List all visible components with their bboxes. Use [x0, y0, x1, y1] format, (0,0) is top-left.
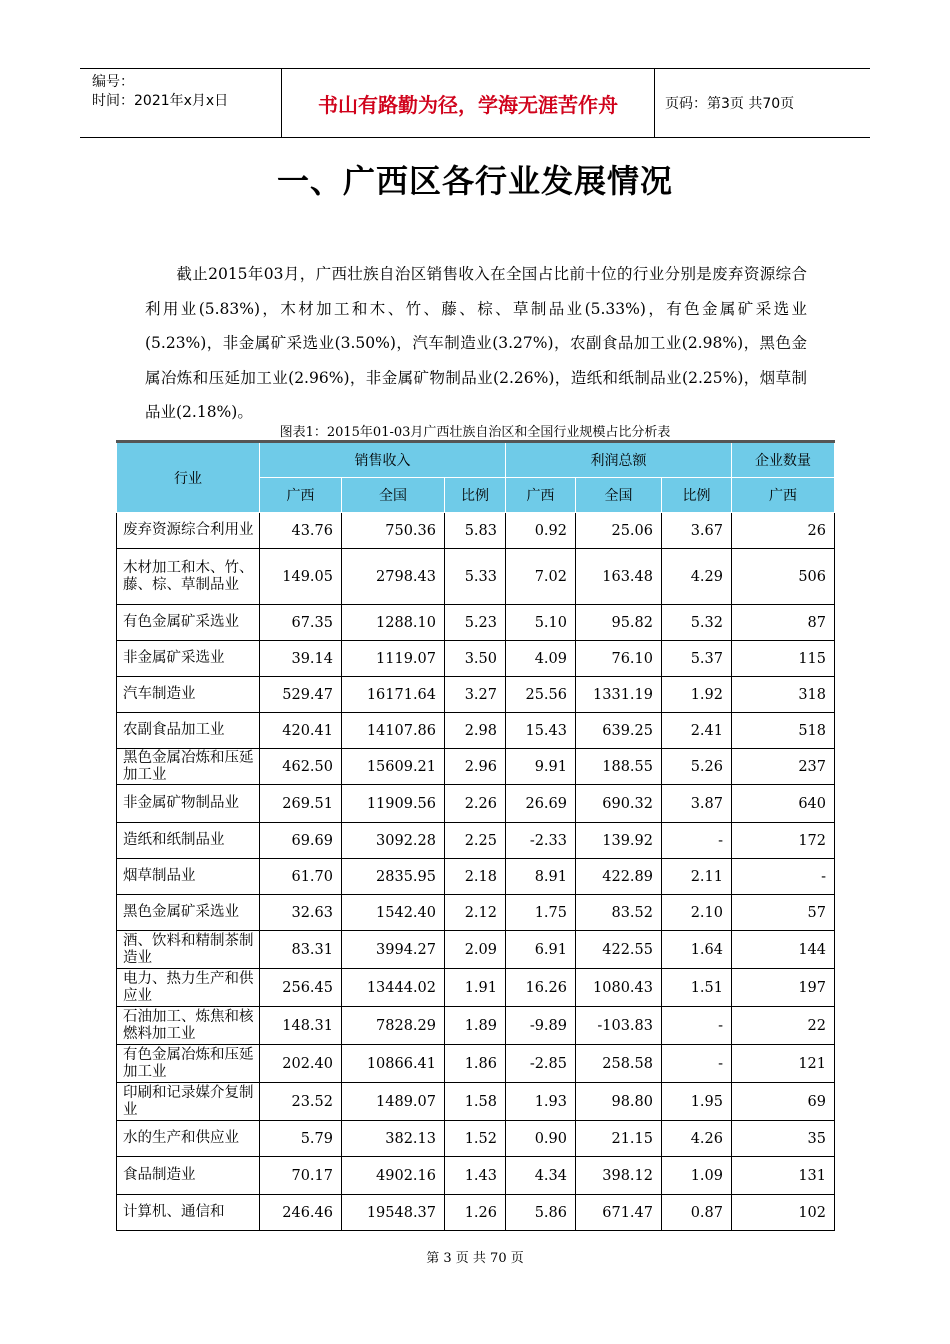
- value-cell: 3994.27: [342, 931, 445, 969]
- industry-cell: 印刷和记录媒介复制业: [117, 1083, 260, 1121]
- value-cell: 1.93: [506, 1083, 576, 1121]
- value-cell: 4.26: [662, 1121, 732, 1157]
- page-footer: 第 3 页 共 70 页: [426, 1251, 524, 1266]
- value-cell: 1.64: [662, 931, 732, 969]
- value-cell: 6.91: [506, 931, 576, 969]
- value-cell: 131: [732, 1157, 835, 1195]
- industry-cell: 有色金属冶炼和压延加工业: [117, 1045, 260, 1083]
- header-motto: 书山有路勤为径，学海无涯苦作舟: [282, 69, 655, 137]
- table-row: [117, 605, 835, 641]
- value-cell: 750.36: [342, 513, 445, 549]
- value-cell: 640: [732, 785, 835, 823]
- industry-cell: 水的生产和供应业: [117, 1121, 260, 1157]
- value-cell: 5.79: [260, 1121, 342, 1157]
- col-industry: 行业: [117, 442, 260, 513]
- table-row: [117, 513, 835, 549]
- value-cell: 246.46: [260, 1195, 342, 1231]
- value-cell: 76.10: [576, 641, 662, 677]
- value-cell: 26: [732, 513, 835, 549]
- col-profit-guangxi: 广西: [506, 478, 576, 513]
- value-cell: 35: [732, 1121, 835, 1157]
- industry-cell: 非金属矿采选业: [117, 641, 260, 677]
- value-cell: 1.89: [445, 1007, 506, 1045]
- value-cell: 256.45: [260, 969, 342, 1007]
- value-cell: 671.47: [576, 1195, 662, 1231]
- table-row: [117, 677, 835, 713]
- value-cell: 5.83: [445, 513, 506, 549]
- table-row: [117, 1007, 835, 1045]
- value-cell: 144: [732, 931, 835, 969]
- value-cell: 3.87: [662, 785, 732, 823]
- value-cell: 5.86: [506, 1195, 576, 1231]
- value-cell: 163.48: [576, 549, 662, 605]
- value-cell: 197: [732, 969, 835, 1007]
- value-cell: 95.82: [576, 605, 662, 641]
- value-cell: 61.70: [260, 859, 342, 895]
- col-sales-ratio: 比例: [445, 478, 506, 513]
- value-cell: -2.33: [506, 823, 576, 859]
- value-cell: 148.31: [260, 1007, 342, 1045]
- value-cell: 25.56: [506, 677, 576, 713]
- col-enterprises: 企业数量: [732, 442, 835, 478]
- value-cell: 1489.07: [342, 1083, 445, 1121]
- intro-paragraph: [145, 257, 807, 430]
- value-cell: 506: [732, 549, 835, 605]
- value-cell: 1331.19: [576, 677, 662, 713]
- value-cell: 23.52: [260, 1083, 342, 1121]
- value-cell: 0.92: [506, 513, 576, 549]
- value-cell: 4902.16: [342, 1157, 445, 1195]
- value-cell: 2.10: [662, 895, 732, 931]
- value-cell: 382.13: [342, 1121, 445, 1157]
- table-row: [117, 1195, 835, 1231]
- value-cell: 7.02: [506, 549, 576, 605]
- value-cell: 3092.28: [342, 823, 445, 859]
- value-cell: 67.35: [260, 605, 342, 641]
- value-cell: 9.91: [506, 749, 576, 785]
- doc-date: 时间：2021年x月x日: [92, 93, 229, 109]
- table-row: [117, 969, 835, 1007]
- value-cell: 2835.95: [342, 859, 445, 895]
- value-cell: 1.91: [445, 969, 506, 1007]
- table-row: [117, 1045, 835, 1083]
- value-cell: 202.40: [260, 1045, 342, 1083]
- value-cell: 1.52: [445, 1121, 506, 1157]
- value-cell: 83.31: [260, 931, 342, 969]
- value-cell: 5.10: [506, 605, 576, 641]
- value-cell: 2.09: [445, 931, 506, 969]
- value-cell: 269.51: [260, 785, 342, 823]
- value-cell: 1542.40: [342, 895, 445, 931]
- value-cell: 2.12: [445, 895, 506, 931]
- table-caption: 图表1：2015年01-03月广西壮族自治区和全国行业规模占比分析表: [279, 425, 671, 440]
- value-cell: 5.33: [445, 549, 506, 605]
- value-cell: 4.34: [506, 1157, 576, 1195]
- table-row: [117, 749, 835, 785]
- value-cell: 43.76: [260, 513, 342, 549]
- value-cell: 39.14: [260, 641, 342, 677]
- value-cell: 2.11: [662, 859, 732, 895]
- value-cell: 15609.21: [342, 749, 445, 785]
- value-cell: 69: [732, 1083, 835, 1121]
- value-cell: 420.41: [260, 713, 342, 749]
- value-cell: 462.50: [260, 749, 342, 785]
- industry-cell: 石油加工、炼焦和核燃料加工业: [117, 1007, 260, 1045]
- value-cell: 5.37: [662, 641, 732, 677]
- value-cell: 172: [732, 823, 835, 859]
- value-cell: 639.25: [576, 713, 662, 749]
- industry-table: [116, 440, 834, 1231]
- industry-cell: 酒、饮料和精制茶制造业: [117, 931, 260, 969]
- col-sales-national: 全国: [342, 478, 445, 513]
- table-row: [117, 641, 835, 677]
- value-cell: 4.29: [662, 549, 732, 605]
- table-row: [117, 931, 835, 969]
- value-cell: 69.69: [260, 823, 342, 859]
- value-cell: 1.86: [445, 1045, 506, 1083]
- col-profit-ratio: 比例: [662, 478, 732, 513]
- value-cell: 1080.43: [576, 969, 662, 1007]
- table-row: [117, 549, 835, 605]
- value-cell: -: [662, 823, 732, 859]
- value-cell: 2.41: [662, 713, 732, 749]
- table-body: [117, 513, 835, 1231]
- value-cell: 0.87: [662, 1195, 732, 1231]
- industry-cell: 黑色金属冶炼和压延加工业: [117, 749, 260, 785]
- table-row: [117, 1083, 835, 1121]
- value-cell: 2.25: [445, 823, 506, 859]
- value-cell: 2.96: [445, 749, 506, 785]
- industry-cell: 食品制造业: [117, 1157, 260, 1195]
- value-cell: 115: [732, 641, 835, 677]
- industry-cell: 计算机、通信和: [117, 1195, 260, 1231]
- industry-cell: 造纸和纸制品业: [117, 823, 260, 859]
- value-cell: 0.90: [506, 1121, 576, 1157]
- value-cell: 5.26: [662, 749, 732, 785]
- value-cell: 83.52: [576, 895, 662, 931]
- value-cell: 1.09: [662, 1157, 732, 1195]
- value-cell: 1.92: [662, 677, 732, 713]
- value-cell: 1288.10: [342, 605, 445, 641]
- value-cell: 22: [732, 1007, 835, 1045]
- value-cell: 5.23: [445, 605, 506, 641]
- value-cell: 2.98: [445, 713, 506, 749]
- value-cell: 422.55: [576, 931, 662, 969]
- value-cell: -: [732, 859, 835, 895]
- table-row: [117, 1121, 835, 1157]
- value-cell: 3.27: [445, 677, 506, 713]
- table-row: [117, 1157, 835, 1195]
- value-cell: 1.58: [445, 1083, 506, 1121]
- table-row: [117, 859, 835, 895]
- value-cell: 3.67: [662, 513, 732, 549]
- value-cell: 1119.07: [342, 641, 445, 677]
- value-cell: 98.80: [576, 1083, 662, 1121]
- page-title: 一、广西区各行业发展情况: [276, 162, 673, 200]
- value-cell: 422.89: [576, 859, 662, 895]
- value-cell: 121: [732, 1045, 835, 1083]
- value-cell: 102: [732, 1195, 835, 1231]
- col-enterprises-guangxi: 广西: [732, 478, 835, 513]
- value-cell: 26.69: [506, 785, 576, 823]
- value-cell: 529.47: [260, 677, 342, 713]
- value-cell: 237: [732, 749, 835, 785]
- value-cell: 87: [732, 605, 835, 641]
- value-cell: 25.06: [576, 513, 662, 549]
- col-profit-national: 全国: [576, 478, 662, 513]
- value-cell: -103.83: [576, 1007, 662, 1045]
- value-cell: -9.89: [506, 1007, 576, 1045]
- value-cell: 1.75: [506, 895, 576, 931]
- industry-cell: 黑色金属矿采选业: [117, 895, 260, 931]
- table-row: [117, 895, 835, 931]
- table-row: [117, 823, 835, 859]
- value-cell: 15.43: [506, 713, 576, 749]
- value-cell: 57: [732, 895, 835, 931]
- value-cell: 2.26: [445, 785, 506, 823]
- value-cell: 8.91: [506, 859, 576, 895]
- intro-text: 截止2015年03月，广西壮族自治区销售收入在全国占比前十位的行业分别是废弃资源综合利用业(5.83%)，木材加工和木、竹、藤、棕、草制品业(5.33%)，有色金属矿采选业(5.23%)，非金属矿采选业(3.50%)，汽车制造业(3.27%)，农副食品加工业(2.98%)，黑色金属冶炼和压延加工业(2.96%)，非金属矿物制品业(2.26%)，造纸和纸制品业(2.25%)，烟草制品业(2.18%)。: [145, 265, 807, 421]
- value-cell: 16171.64: [342, 677, 445, 713]
- value-cell: -: [662, 1007, 732, 1045]
- col-profit: 利润总额: [506, 442, 732, 478]
- value-cell: 1.95: [662, 1083, 732, 1121]
- industry-cell: 木材加工和木、竹、藤、棕、草制品业: [117, 549, 260, 605]
- industry-cell: 电力、热力生产和供应业: [117, 969, 260, 1007]
- industry-cell: 农副食品加工业: [117, 713, 260, 749]
- value-cell: 258.58: [576, 1045, 662, 1083]
- page-header: [80, 68, 870, 138]
- value-cell: 21.15: [576, 1121, 662, 1157]
- value-cell: 16.26: [506, 969, 576, 1007]
- industry-cell: 汽车制造业: [117, 677, 260, 713]
- value-cell: 10866.41: [342, 1045, 445, 1083]
- value-cell: -: [662, 1045, 732, 1083]
- value-cell: 3.50: [445, 641, 506, 677]
- value-cell: 1.51: [662, 969, 732, 1007]
- value-cell: 2.18: [445, 859, 506, 895]
- value-cell: 1.43: [445, 1157, 506, 1195]
- value-cell: 11909.56: [342, 785, 445, 823]
- value-cell: 188.55: [576, 749, 662, 785]
- col-sales-guangxi: 广西: [260, 478, 342, 513]
- value-cell: 70.17: [260, 1157, 342, 1195]
- value-cell: 318: [732, 677, 835, 713]
- doc-number: 编号：: [92, 74, 134, 90]
- table-row: [117, 713, 835, 749]
- value-cell: 5.32: [662, 605, 732, 641]
- value-cell: 2798.43: [342, 549, 445, 605]
- table-row: [117, 785, 835, 823]
- industry-cell: 废弃资源综合利用业: [117, 513, 260, 549]
- value-cell: 14107.86: [342, 713, 445, 749]
- col-sales: 销售收入: [260, 442, 506, 478]
- value-cell: 1.26: [445, 1195, 506, 1231]
- doc-meta: [80, 69, 282, 137]
- value-cell: 690.32: [576, 785, 662, 823]
- value-cell: 32.63: [260, 895, 342, 931]
- value-cell: -2.85: [506, 1045, 576, 1083]
- value-cell: 139.92: [576, 823, 662, 859]
- value-cell: 13444.02: [342, 969, 445, 1007]
- value-cell: 398.12: [576, 1157, 662, 1195]
- header-page-info: 页码：第3页 共70页: [665, 96, 795, 112]
- industry-cell: 烟草制品业: [117, 859, 260, 895]
- value-cell: 4.09: [506, 641, 576, 677]
- industry-cell: 有色金属矿采选业: [117, 605, 260, 641]
- value-cell: 518: [732, 713, 835, 749]
- value-cell: 19548.37: [342, 1195, 445, 1231]
- value-cell: 7828.29: [342, 1007, 445, 1045]
- industry-cell: 非金属矿物制品业: [117, 785, 260, 823]
- value-cell: 149.05: [260, 549, 342, 605]
